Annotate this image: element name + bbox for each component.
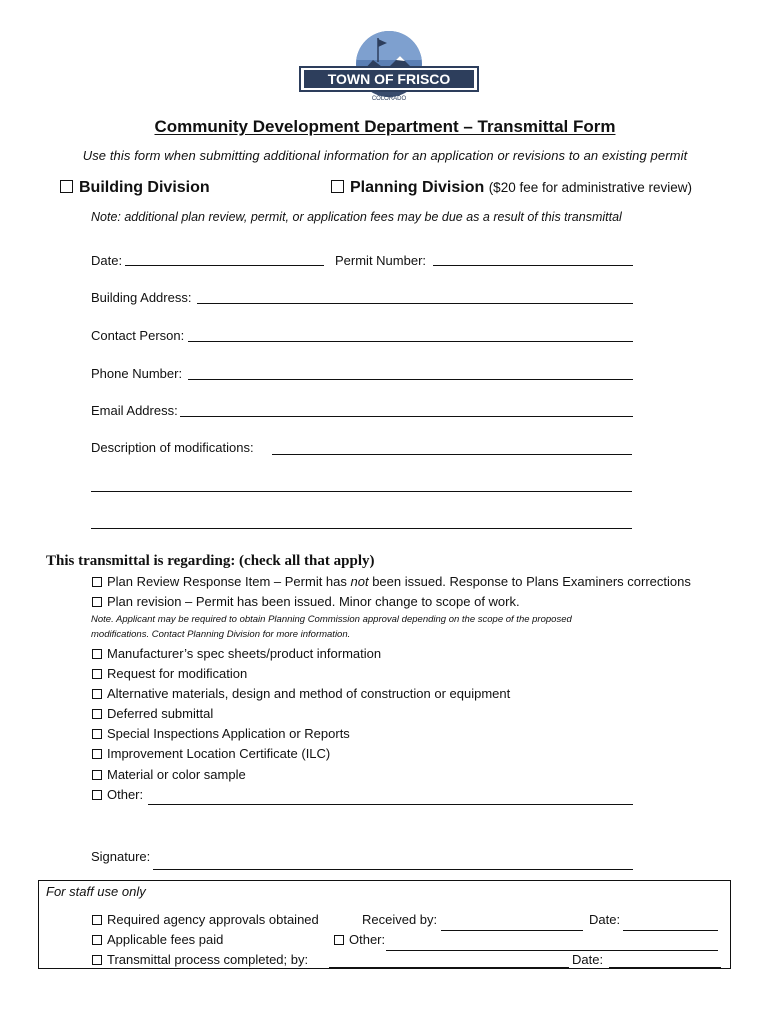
plan-revision-checkbox[interactable] xyxy=(92,597,102,607)
phone-number-field[interactable] xyxy=(188,379,633,380)
date-field[interactable] xyxy=(125,265,324,266)
regarding-option-label: Request for modification xyxy=(107,666,248,681)
plan-revision-option[interactable] xyxy=(92,594,520,609)
other-checkbox[interactable] xyxy=(92,790,102,800)
regarding-checkbox[interactable] xyxy=(92,649,102,659)
regarding-option-label: Special Inspections Application or Reports xyxy=(107,726,350,741)
staff-date2-label: Date: xyxy=(572,952,604,967)
description-field-line-3[interactable] xyxy=(91,528,632,529)
regarding-option[interactable] xyxy=(92,666,247,681)
staff-other-label: Other: xyxy=(349,932,386,947)
description-field-line-2[interactable] xyxy=(91,491,632,492)
fees-paid-checkbox[interactable] xyxy=(92,935,102,945)
staff-date2-field[interactable] xyxy=(609,967,721,968)
town-of-frisco-logo xyxy=(298,30,480,104)
process-completed-option[interactable] xyxy=(92,952,308,967)
planning-division-label: Planning Division xyxy=(350,179,485,196)
regarding-option-other[interactable] xyxy=(92,787,143,802)
building-division-option[interactable] xyxy=(60,179,210,197)
staff-date-field[interactable] xyxy=(623,930,718,931)
regarding-option-label: Improvement Location Certificate (ILC) xyxy=(107,746,331,761)
email-address-field[interactable] xyxy=(180,416,633,417)
received-by-label: Received by: xyxy=(362,912,438,927)
staff-other-checkbox[interactable] xyxy=(334,935,344,945)
logo-text: TOWN OF FRISCO xyxy=(327,71,451,87)
required-approvals-label: Required agency approvals obtained xyxy=(107,912,319,927)
building-address-field[interactable] xyxy=(197,303,633,304)
building-address-label: Building Address: xyxy=(91,290,192,305)
required-approvals-checkbox[interactable] xyxy=(92,915,102,925)
planning-fee-note: ($20 fee for administrative review) xyxy=(488,180,693,195)
regarding-option-label: Alternative materials, design and method of construction or equipment xyxy=(107,686,511,701)
planning-commission-note-line-1: Note. Applicant may be required to obtain Planning Commission approval depending on the scope of the proposed xyxy=(91,614,572,625)
other-field[interactable] xyxy=(148,804,633,805)
planning-commission-note-line-2: modifications. Contact Planning Division for more information. xyxy=(91,629,351,640)
planning-commission-note xyxy=(91,612,572,642)
regarding-option[interactable] xyxy=(92,767,246,782)
required-approvals-option[interactable] xyxy=(92,912,319,927)
fee-note: Note: additional plan review, permit, or application fees may be due as a result of this transmittal xyxy=(91,210,622,224)
process-completed-label: Transmittal process completed; by: xyxy=(107,952,309,967)
plan-review-response-label-b: not xyxy=(350,574,369,589)
planning-division-option[interactable] xyxy=(331,179,692,197)
regarding-option-label: Deferred submittal xyxy=(107,706,214,721)
regarding-checkbox[interactable] xyxy=(92,749,102,759)
form-subtitle: Use this form when submitting additional information for an application or revisions to an existing permit xyxy=(82,148,688,163)
received-by-field[interactable] xyxy=(441,930,583,931)
signature-label: Signature: xyxy=(91,849,151,864)
form-title: Community Development Department – Transmittal Form xyxy=(154,117,616,136)
regarding-option[interactable] xyxy=(92,746,330,761)
process-completed-by-field[interactable] xyxy=(329,967,569,968)
permit-number-field[interactable] xyxy=(433,265,633,266)
fees-paid-label: Applicable fees paid xyxy=(107,932,224,947)
staff-other-option[interactable] xyxy=(334,932,385,947)
staff-other-field[interactable] xyxy=(386,950,718,951)
contact-person-field[interactable] xyxy=(188,341,633,342)
regarding-checkbox[interactable] xyxy=(92,729,102,739)
planning-division-checkbox[interactable] xyxy=(331,180,344,193)
description-label: Description of modifications: xyxy=(91,440,254,455)
other-label: Other: xyxy=(107,787,144,802)
regarding-checkbox[interactable] xyxy=(92,709,102,719)
regarding-option[interactable] xyxy=(92,726,350,741)
plan-review-response-checkbox[interactable] xyxy=(92,577,102,587)
description-field-line-1[interactable] xyxy=(272,454,632,455)
regarding-option[interactable] xyxy=(92,646,381,661)
regarding-option[interactable] xyxy=(92,686,510,701)
regarding-checkbox[interactable] xyxy=(92,669,102,679)
plan-review-response-label-a: Plan Review Response Item – Permit has xyxy=(107,574,351,589)
email-address-label: Email Address: xyxy=(91,403,178,418)
regarding-checkbox[interactable] xyxy=(92,689,102,699)
date-label: Date: xyxy=(91,253,123,268)
plan-review-response-label-c: been issued. Response to Plans Examiners corrections xyxy=(368,574,691,589)
contact-person-label: Contact Person: xyxy=(91,328,185,343)
staff-date-label: Date: xyxy=(589,912,621,927)
regarding-option-label: Material or color sample xyxy=(107,767,246,782)
building-division-label: Building Division xyxy=(79,179,210,196)
regarding-option-label: Manufacturer’s spec sheets/product information xyxy=(107,646,382,661)
signature-field[interactable] xyxy=(153,869,633,870)
building-division-checkbox[interactable] xyxy=(60,180,73,193)
regarding-option[interactable] xyxy=(92,706,213,721)
fees-paid-option[interactable] xyxy=(92,932,223,947)
plan-review-response-option[interactable] xyxy=(92,574,691,589)
phone-number-label: Phone Number: xyxy=(91,366,183,381)
staff-use-title: For staff use only xyxy=(46,884,146,899)
regarding-checkbox[interactable] xyxy=(92,770,102,780)
permit-number-label: Permit Number: xyxy=(335,253,427,268)
regarding-heading: This transmittal is regarding: (check all that apply) xyxy=(46,553,375,569)
logo-subtext: COLORADO xyxy=(371,96,407,102)
plan-revision-label: Plan revision – Permit has been issued. Minor change to scope of work. xyxy=(107,594,520,609)
process-completed-checkbox[interactable] xyxy=(92,955,102,965)
